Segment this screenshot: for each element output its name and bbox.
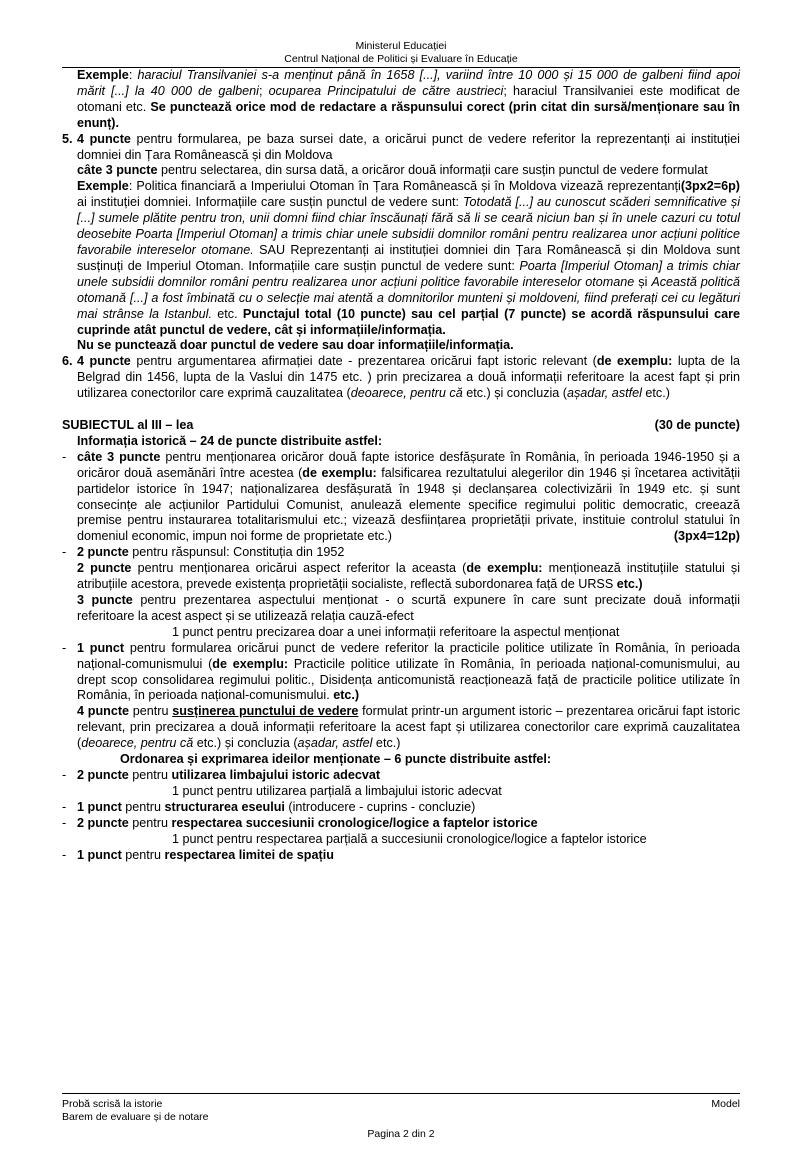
criterion-text: menționează instituțiile statului și atribuțiile acestora, prevede existența proprietății socialiste, reflectă subordonarea față de URSS [77,561,741,592]
bullet: - [62,799,67,814]
example-lead: de exemplu: [212,656,289,671]
criterion-text: Practicile politice utilizate în România, în perioada național-comunismului, au drept scop consolidarea regimului politic., Disidența anticomunistă reacționează față de practicile politice utilizate în România, în perioada național-comunismului. [77,656,740,703]
subject-3-heading [62,418,740,434]
bullet: - [62,815,67,830]
item-number: 5. [62,131,73,146]
points: câte 3 puncte [77,449,161,464]
example-italic: Totodată [...] au cunoscut scăderi semnificative și [...] sumele plătite pentru tron, unii domni fiind chiar înscăunați fără să li se ceară niciun ban și în unele cazuri cu totul deosebite Poarta [Imperiul Otoman] a trimis chiar unele subsidii domnilor români pentru realizarea unor acțiuni politice favorabile intereselor otomane. [77,195,740,257]
emphasis: respectarea succesiunii cronologice/logice a faptelor istorice [171,815,538,830]
criterion-text: pentru menționarea oricăror două fapte istorice desfășurate în România, în perioada 1946-1950 și a oricăror două asemănări între acestea ( [77,449,740,480]
score-formula: (3px4=12p) [673,529,740,544]
item5-criterion [77,132,740,164]
footer-rule [62,1093,740,1094]
example-italic: Această politică otomană [...] a fost îmbinată cu o selecție mai atentă a domnitorilor munteni și moldoveni, fiind preferați cei cu legături mai strânse la Istanbul. [77,274,740,321]
emphasis: respectarea limitei de spațiu [164,847,334,862]
item-content [77,132,740,355]
item-number: 6. [62,354,73,369]
page-number: Pagina 2 din 2 [367,1128,435,1140]
criterion-text: etc.) [372,736,401,751]
example-italic: haraciul Transilvaniei s-a menținut până în 1658 [...], variind între 10 000 și 15 000 de galbeni fiind apoi mărit [...] la 40 000 de galbeni [77,68,741,98]
example-italic: așadar, astfel [567,386,642,401]
item4-example [62,68,740,132]
score-formula: (3px2=6p) [680,179,740,194]
criterion-text: etc.) [333,688,360,703]
example-text: etc. [211,306,243,321]
criterion-i [62,816,740,832]
bullet: - [62,449,67,464]
criterion-h [62,800,740,816]
points: 1 punct [77,640,125,655]
points: 1 punct [77,799,122,814]
footer-model: Model [711,1098,740,1110]
example-lead: de exemplu: [302,465,377,480]
page-footer [62,1093,740,1141]
example-italic: așadar, astfel [297,736,373,751]
criterion-text: pentru [128,815,172,830]
criterion-g [62,768,740,784]
points: 4 puncte [77,704,130,719]
header-center: Centrul Național de Politici și Evaluare în Educație [284,53,518,65]
page [62,40,740,863]
item-content [77,354,740,402]
section-ordering [62,752,740,768]
subject-title: SUBIECTUL al III – lea [62,418,194,433]
criterion-text: etc.) și concluzia ( [462,386,567,401]
criterion-text: pentru [121,799,165,814]
criterion-i-partial: 1 punct pentru respectarea parțială a succesiunii cronologice/logice a faptelor istorice [172,831,647,846]
section-title: Informația istorică – 24 de puncte distribuite astfel: [77,433,383,448]
subject-points: (30 de puncte) [654,418,740,433]
criterion-c [62,561,740,593]
emphasis: utilizarea limbajului istoric adecvat [171,767,381,782]
example-italic: deoarece, pentru că [350,386,463,401]
criterion-text: falsificarea rezultatului alegerilor din 1946 și încetarea activității partidelor istorice în 1947; naționalizarea desfășurată în 1948 și declanșarea colectivizării în 1949 etc. și sunt consecințe ale acțiunilor Partidului Comunist, anulează elemente specifice regimului politic democratic, creează premise pentru instaurarea totalitarismului etc.; vizează desființarea proprietății private, instituie controlul statului în domeniul economic, impun noi forme de proprietate etc.) [77,465,741,544]
criterion-text: pentru selectarea, din sursa dată, a oricăror două informații care susțin punctul de vedere formulat [157,163,708,178]
points: 1 punct [77,847,122,862]
criterion-text: lupta de la Belgrad din 1456, lupta de la Vaslui din 1475 etc. ) prin precizarea a două informații referitoare la acest fapt și prin utilizarea conectorilor care exprimă cauzalitatea ( [77,354,740,401]
criterion-text: pentru [129,704,173,719]
criterion-a [62,450,740,545]
example-lead: de exemplu: [466,561,543,576]
criterion-text: pentru răspunsul: Constituția din 1952 [128,545,345,560]
example-text: : Politica financiară a Imperiului Otoman în Țara Românească și în Moldova vizează reprezentanți ai instituției domniei. Informațiile care susțin punctul de vedere sunt: [77,179,681,210]
criterion-g-partial: 1 punct pentru utilizarea parțială a limbajului istoric adecvat [172,783,502,798]
example-italic: ocuparea Principatului de către austrieci [268,83,504,98]
header-ministry: Ministerul Educației [355,40,447,52]
criterion-text: etc.) și concluzia ( [193,736,298,751]
section-historical-info [62,434,740,450]
footer-barem: Barem de evaluare și de notare [62,1111,209,1123]
criterion-text: pentru [128,767,172,782]
criterion-text: pentru formularea oricărui punct de vedere referitor la practicile politice utilizate în România, în perioada național-comunismului ( [77,640,740,671]
criterion-j [62,848,740,864]
points: 2 puncte [77,545,129,560]
example-italic: Poarta [Imperiul Otoman] a trimis chiar unele subsidii domnilor români pentru realizarea unor acțiuni politice favorabile intereselor otomane [77,258,740,289]
criterion-e [62,641,740,705]
example-italic: deoarece, pentru că [81,736,194,751]
criterion-f [62,704,740,752]
criterion-text: pentru [121,847,165,862]
points: 2 puncte [77,767,129,782]
criterion-b [62,545,740,561]
example-text: SAU Reprezentanți ai instituției domniei din Țara Românească și din Moldova sunt susținuți de Imperiul Otoman. Informațiile care susțin punctul de vedere sunt: [77,242,741,273]
example-text: ; haraciul Transilvaniei este modificat de otomani etc. [77,83,740,114]
criterion-text: formulat printr-un argument istoric – prezentarea oricărui fapt istoric relevant, prin precizarea a două informații referitoare la acest fapt și utilizarea conectorilor care exprimă cauzalitatea ( [77,704,740,751]
item5-example [77,179,740,338]
bullet: - [62,767,67,782]
criterion-d-partial: 1 punct pentru precizarea doar a unei informații referitoare la aspectul menționat [172,624,620,639]
example-lead: de exemplu: [596,354,673,369]
emphasis: structurarea eseului [164,799,285,814]
points: 4 puncte [77,354,131,369]
bullet: - [62,847,67,862]
example-lead: Exemple [77,179,129,194]
points: 4 puncte [77,131,131,146]
example-note: Punctajul total (10 puncte) sau cel parțial (7 puncte) se acordă răspunsului care cuprinde atât punctul de vedere, cât și informațiile/informația. [77,306,740,337]
item-5 [62,132,740,355]
page-header [62,40,740,68]
criterion-text: pentru formularea, pe baza sursei date, a oricărui punct de vedere referitor la reprezentanți ai instituției domniei din Țara Românească și din Moldova [77,131,740,162]
item5-note [77,338,740,354]
example-colon: : [128,68,138,82]
points: câte 3 puncte [77,163,158,178]
example-lead: Exemple [77,68,129,82]
criterion-text: pentru argumentarea afirmației date - prezentarea oricărui fapt istoric relevant ( [130,354,597,369]
footer-exam: Probă scrisă la istorie [62,1098,163,1110]
criterion-text: (introducere - cuprins - concluzie) [284,799,476,814]
points: 2 puncte [77,561,132,576]
section-title: Ordonarea și exprimarea ideilor menționate – 6 puncte distribuite astfel: [120,752,552,767]
criterion-text: etc.) [641,386,670,401]
example-text: ; [258,83,269,98]
document-body [62,68,740,863]
criterion-text: pentru menționarea oricărui aspect referitor la aceasta ( [131,561,467,576]
criterion-text: etc.) [616,577,643,592]
example-note: Se punctează orice mod de redactare a răspunsului corect (prin citat din sursă/menționare sau în enunț). [77,99,740,130]
bullet: - [62,545,67,560]
emphasis: susținerea punctului de vedere [172,704,359,719]
bullet: - [62,640,67,655]
points: 3 puncte [77,593,133,607]
points: 2 puncte [77,815,129,830]
example-text: și [634,274,652,289]
criterion-d [62,593,740,625]
criterion-text: pentru prezentarea aspectului menționat - o scurtă expunere în care sunt precizate două informații referitoare la acest aspect și se utilizează relația cauză-efect [77,593,740,623]
item-6 [62,354,740,402]
example-note: Nu se punctează doar punctul de vedere sau doar informațiile/informația. [77,338,514,353]
